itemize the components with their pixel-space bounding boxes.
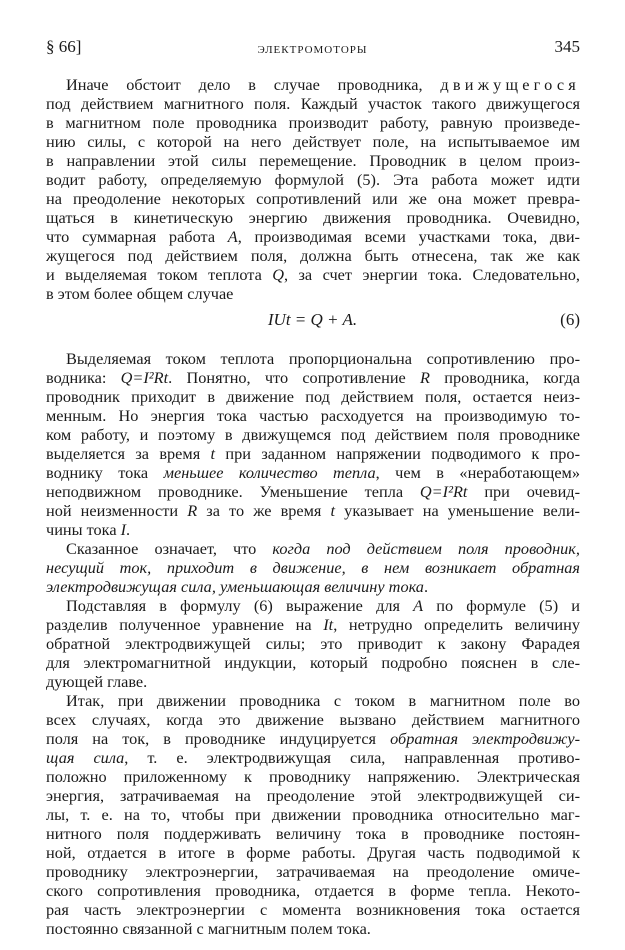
text: . (126, 519, 131, 539)
text: и выделяемая током теплота (46, 264, 273, 284)
text: лы, т. е. на то, чтобы при движении проводника относительно маг- (46, 804, 580, 824)
text-line (66, 691, 580, 710)
text: воднику тока (46, 462, 164, 482)
math-symbol: It (323, 614, 334, 634)
text: , чем в «неработающем» (375, 462, 580, 482)
text-line (46, 444, 580, 463)
text: указывает на уменьшение вели- (335, 500, 580, 520)
text: поля на ток, в проводнике индуцируется (46, 728, 391, 748)
text-line (46, 558, 580, 577)
text: в магнитном поле проводника производит работу, равную произведе- (46, 112, 580, 132)
text-line (46, 132, 580, 151)
text: жущегося под действием поля, должна быть отнесена, так же как (46, 245, 580, 265)
italic-text: когда под действием поля проводник, (272, 538, 580, 558)
italic-text: обратная электродвижу- (390, 728, 581, 748)
math-symbol: Q=I²Rt (419, 481, 468, 501)
math-symbol: R (420, 367, 430, 387)
text-line (46, 387, 580, 406)
spaced-emphasis: движущегося (440, 74, 580, 94)
text-line (46, 577, 580, 596)
text-line (46, 151, 580, 170)
text: . Понятно, что сопротивление (168, 367, 421, 387)
text: постоянно связанной с магнитным полем тока. (46, 918, 371, 938)
text: рая часть электроэнергии с момента возникновения тока остается (46, 899, 580, 919)
page-number: 345 (554, 37, 580, 56)
text: всех случаях, когда это движение вызвано действием магнитного (46, 709, 580, 729)
text: что суммарная работа (46, 226, 228, 246)
math-symbol: Q=I²Rt (120, 367, 169, 387)
text: , нетрудно определить величину (333, 614, 580, 634)
equation-number: (6) (560, 310, 580, 329)
text: проводнику электроэнергии, затрачиваемая на преодоление омиче- (46, 861, 580, 881)
equation: IUt = Q + A. (267, 310, 358, 329)
text: на преодоление некоторых сопротивлений или же она может превра- (46, 188, 580, 208)
text-line (46, 919, 580, 938)
text-line (46, 843, 580, 862)
text: , т. е. электродвижущая сила, направленная противо- (124, 747, 580, 767)
text-line (66, 349, 580, 368)
text-line (46, 900, 580, 919)
text: ной неизменности (46, 500, 188, 520)
text: в направлении этой силы перемещение. Проводник в целом произ- (46, 150, 580, 170)
text: , производимая всеми участками тока, дви- (237, 226, 580, 246)
italic-text: несущий ток, приходит в движение, в нем возникает обратная (46, 557, 580, 577)
italic-text: щая сила (46, 747, 125, 767)
text-line (46, 729, 580, 748)
text: ной, отдается в итоге в форме работы. Другая часть подводимой к (46, 842, 580, 862)
text-line (46, 113, 580, 132)
section-number: § 66] (46, 37, 82, 56)
text-line (66, 596, 580, 615)
text-line (46, 170, 580, 189)
text: в этом более общем случае (46, 283, 234, 303)
text: обратной электродвижущей силы; это приводит к закону Фарадея (46, 633, 580, 653)
text: водника: (46, 367, 121, 387)
text: нитного поля поддерживать величину тока в проводнике постоян- (46, 823, 580, 843)
text-line (46, 482, 580, 501)
text-line (46, 406, 580, 425)
text: . (423, 576, 429, 596)
text: нию силы, с которой на него действует поле, на испытываемое им (46, 131, 580, 151)
text-line (46, 615, 580, 634)
text-line (66, 539, 580, 558)
text: энергия, затрачиваемая на преодоление этой электродвижущей си- (46, 785, 580, 805)
text: щаться в кинетическую энергию движения проводника. Очевидно, (46, 207, 580, 227)
text: ком работу, и поэтому в движущемся под действием поля проводнике (46, 424, 580, 444)
text-line (46, 265, 580, 284)
text: при очевид- (467, 481, 580, 501)
text-line (66, 75, 580, 94)
text: для электромагнитной индукции, который подробно пояснен в сле- (46, 652, 580, 672)
text: Иначе обстоит дело в случае проводника, (66, 74, 441, 94)
text: при заданном напряжении подводимого к про- (215, 443, 580, 463)
text-line (46, 227, 580, 246)
text: Сказанное означает, что (66, 538, 273, 558)
text: водит работу, определяемую формулой (5). Эта работа может идти (46, 169, 580, 189)
text: ского сопротивления проводника, отдается в форме тепла. Некото- (46, 880, 580, 900)
text-line (46, 501, 580, 520)
text-line (46, 881, 580, 900)
math-symbol: R (187, 500, 198, 520)
text-line (46, 653, 580, 672)
text: разделив полученное уравнение на (46, 614, 324, 634)
text-line (46, 208, 580, 227)
text-line (46, 710, 580, 729)
text-line (46, 672, 580, 691)
text-line (46, 189, 580, 208)
math-symbol: A (227, 226, 238, 246)
text-line (46, 786, 580, 805)
text-line (46, 805, 580, 824)
text-line (46, 767, 580, 786)
text-line (46, 246, 580, 265)
text-line (46, 862, 580, 881)
text-line (46, 520, 580, 539)
text: Итак, при движении проводника с током в магнитном поле во (66, 690, 580, 710)
text: проводника, когда (430, 367, 581, 387)
text-line (46, 284, 580, 303)
text-line (46, 368, 580, 387)
math-symbol: I (120, 519, 127, 539)
text-line (46, 634, 580, 653)
text: менным. Но энергия тока частью расходуется на производимую то- (46, 405, 580, 425)
math-symbol: t (210, 443, 216, 463)
italic-text: электродвижущая сила, уменьшающая величину тока (46, 576, 424, 596)
text-line (46, 94, 580, 113)
text-line (46, 425, 580, 444)
text: проводник приходит в движение под действием поля, остается неиз- (46, 386, 580, 406)
text: Подставляя в формулу (6) выражение для (66, 595, 414, 615)
text: положно приложенному к проводнику напряжению. Электрическая (46, 766, 580, 786)
text: Выделяемая током теплота пропорциональна сопротивлению про- (66, 348, 580, 368)
math-symbol: Q (272, 264, 284, 284)
text: под действием магнитного поля. Каждый участок такого движущегося (46, 93, 580, 113)
text: выделяется за время (46, 443, 211, 463)
text-line (46, 463, 580, 482)
text: неподвижном проводнике. Уменьшение тепла (46, 481, 420, 501)
math-symbol: A (413, 595, 424, 615)
text: за то же время (197, 500, 331, 520)
text-line (46, 824, 580, 843)
running-title: ЭЛЕКТРОМОТОРЫ (257, 44, 368, 56)
text: дующей главе. (46, 671, 148, 691)
math-symbol: t (330, 500, 336, 520)
text: чины тока (46, 519, 121, 539)
text: по формуле (5) и (423, 595, 580, 615)
text-line (46, 748, 580, 767)
italic-text: меньшее количество тепла (163, 462, 376, 482)
text: , за счет энергии тока. Следовательно, (284, 264, 581, 284)
